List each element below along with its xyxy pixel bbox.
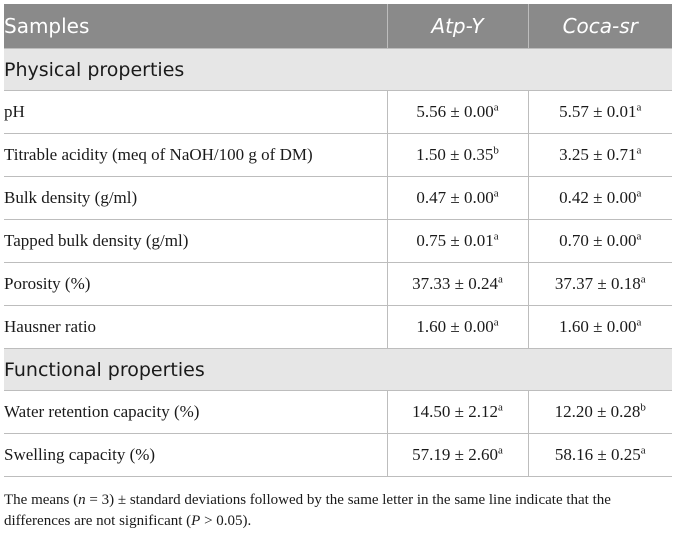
table-footnote: The means (n = 3) ± standard deviations followed by the same letter in the same line indicate that the differences are not significant (P > 0.05). — [4, 492, 611, 529]
row-label: Titrable acidity (meq of NaOH/100 g of DM) — [4, 134, 387, 177]
atp-y-value: 1.60 ± 0.00$^a$ — [387, 306, 528, 349]
atp-y-value: 37.33 ± 0.24$^a$ — [387, 263, 528, 306]
atp-y-value: 14.50 ± 2.12$^a$ — [387, 391, 528, 434]
atp-y-value: 57.19 ± 2.60$^a$ — [387, 434, 528, 477]
atp-y-value: 0.47 ± 0.00$^a$ — [387, 177, 528, 220]
table-row — [4, 177, 672, 220]
table-row — [4, 220, 672, 263]
row-label: Porosity (%) — [4, 263, 387, 306]
coca-sr-value: 37.37 ± 0.18$^a$ — [528, 263, 672, 306]
row-label: Bulk density (g/ml) — [4, 177, 387, 220]
atp-y-value: 5.56 ± 0.00$^a$ — [387, 91, 528, 134]
coca-sr-value: 12.20 ± 0.28$^b$ — [528, 391, 672, 434]
section-row-functional — [4, 349, 672, 391]
header-samples: Samples — [4, 4, 387, 49]
atp-y-value: 1.50 ± 0.35$^b$ — [387, 134, 528, 177]
header-coca-sr: Coca-sr — [528, 4, 672, 49]
section-title-physical: Physical properties — [4, 49, 672, 91]
section-title-functional: Functional properties — [4, 349, 672, 391]
header-atp-y: Atp-Y — [387, 4, 528, 49]
coca-sr-value: 1.60 ± 0.00$^a$ — [528, 306, 672, 349]
row-label: pH — [4, 91, 387, 134]
row-label: Tapped bulk density (g/ml) — [4, 220, 387, 263]
table-row — [4, 263, 672, 306]
coca-sr-value: 58.16 ± 0.25$^a$ — [528, 434, 672, 477]
row-label: Hausner ratio — [4, 306, 387, 349]
table-header-row — [4, 4, 672, 49]
table-row — [4, 391, 672, 434]
properties-table — [4, 4, 672, 477]
table-row — [4, 134, 672, 177]
coca-sr-value: 3.25 ± 0.71$^a$ — [528, 134, 672, 177]
coca-sr-value: 0.70 ± 0.00$^a$ — [528, 220, 672, 263]
table-row — [4, 91, 672, 134]
coca-sr-value: 0.42 ± 0.00$^a$ — [528, 177, 672, 220]
row-label: Swelling capacity (%) — [4, 434, 387, 477]
table-row — [4, 434, 672, 477]
coca-sr-value: 5.57 ± 0.01$^a$ — [528, 91, 672, 134]
atp-y-value: 0.75 ± 0.01$^a$ — [387, 220, 528, 263]
row-label: Water retention capacity (%) — [4, 391, 387, 434]
table-row — [4, 306, 672, 349]
section-row-physical — [4, 49, 672, 91]
